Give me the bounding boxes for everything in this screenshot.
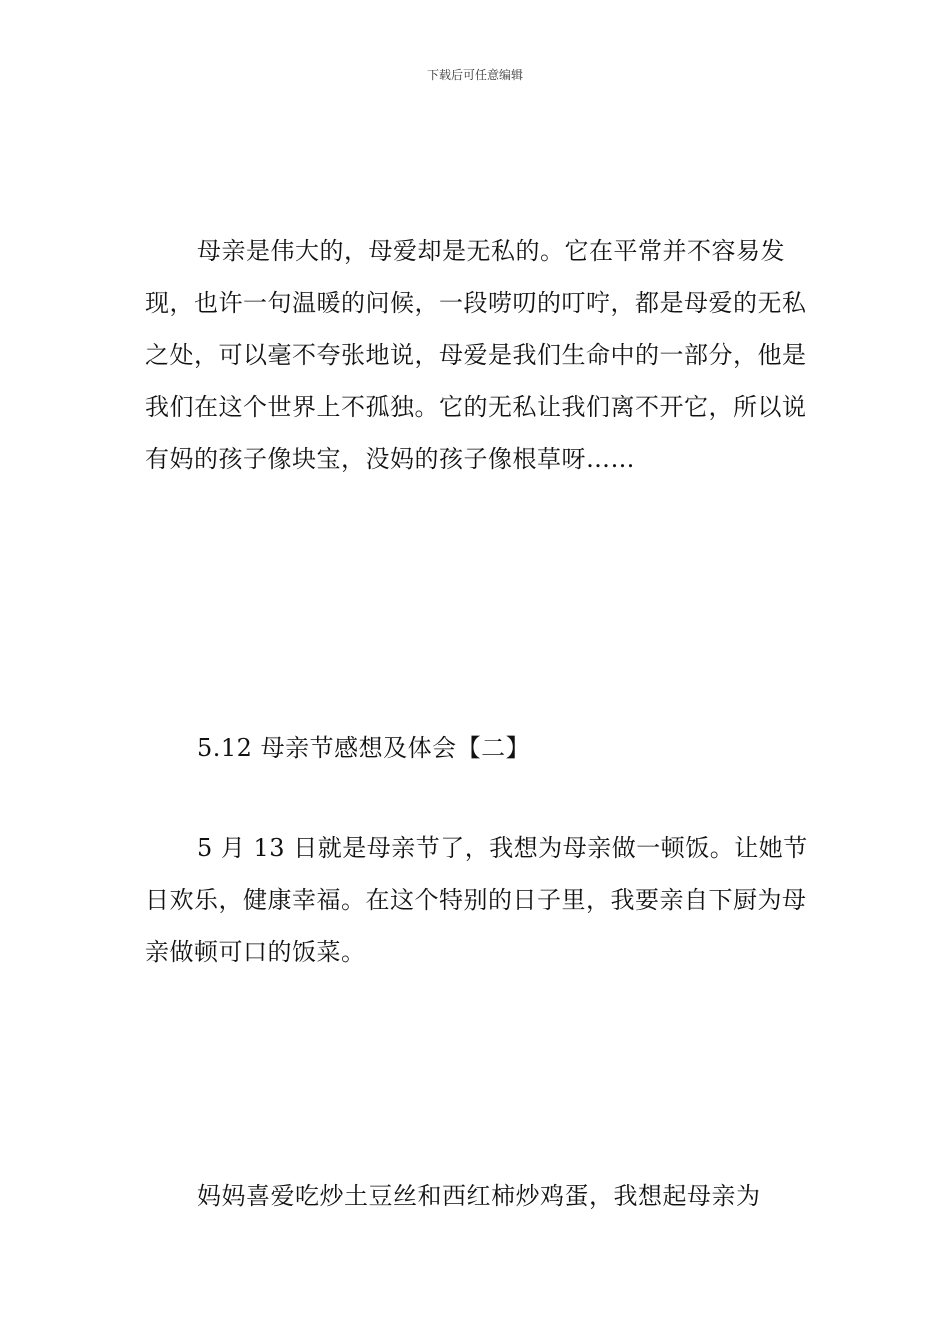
paragraph-1: 母亲是伟大的，母爱却是无私的。它在平常并不容易发现，也许一句温暖的问候，一段唠叨的叮咛，都是母爱的无私之处，可以毫不夸张地说，母爱是我们生命中的一部分，他是我们在这个世界上不孤独。它的无私让我们离不开它，所以说有妈的孩子像块宝，没妈的孩子像根草呀…… [145, 237, 807, 473]
paragraph-3: 妈妈喜爱吃炒土豆丝和西红柿炒鸡蛋，我想起母亲为 [197, 1182, 761, 1210]
section-heading: 5.12 母亲节感想及体会【二】 [197, 734, 531, 762]
paragraph-2: 5 月 13 日就是母亲节了，我想为母亲做一顿饭。让她节日欢乐，健康幸福。在这个特别的日子里，我要亲自下厨为母亲做顿可口的饭菜。 [145, 834, 808, 966]
page-header: 下载后可任意编辑 [426, 68, 523, 82]
